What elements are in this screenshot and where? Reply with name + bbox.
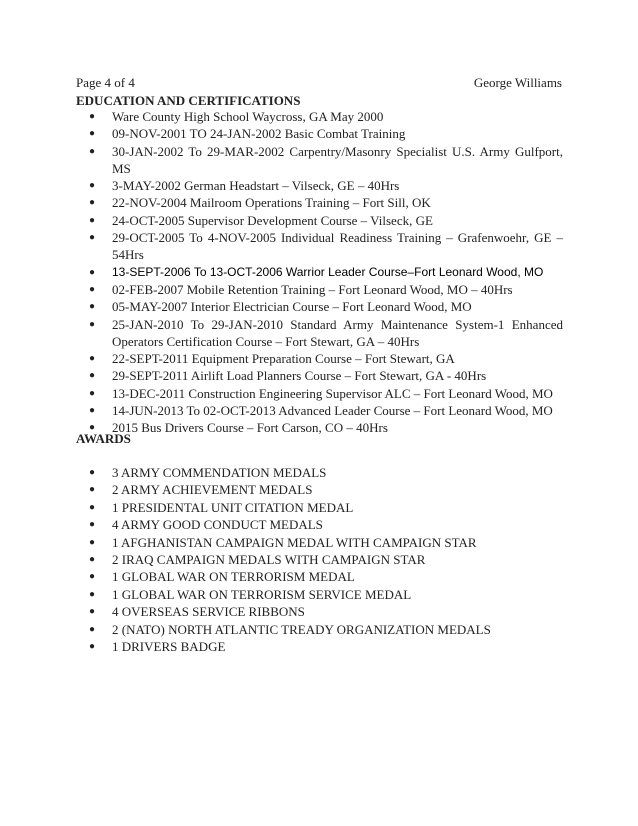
- list-item: [76, 385, 563, 402]
- education-item: 24-OCT-2005 Supervisor Development Course – Vilseck, GE: [112, 212, 433, 228]
- award-item: 2 IRAQ CAMPAIGN MEDALS WITH CAMPAIGN STAR: [112, 552, 426, 568]
- list-item: [76, 143, 563, 178]
- list-item: [76, 534, 563, 551]
- bullet-icon: ●: [89, 145, 96, 157]
- bullet-icon: ●: [89, 232, 96, 244]
- bullet-icon: ●: [89, 588, 96, 600]
- list-item: [76, 298, 563, 315]
- list-item: [76, 108, 563, 125]
- list-item: [76, 499, 563, 516]
- list-item: [76, 419, 563, 436]
- list-item: [76, 194, 563, 211]
- education-list: [76, 108, 563, 437]
- award-item: 1 GLOBAL WAR ON TERRORISM SERVICE MEDAL: [112, 586, 412, 602]
- education-item: 2015 Bus Drivers Course – Fort Carson, CO – 40Hrs: [112, 420, 388, 436]
- education-item: 09-NOV-2001 TO 24-JAN-2002 Basic Combat Training: [112, 126, 406, 142]
- award-item: 1 PRESIDENTAL UNIT CITATION MEDAL: [112, 499, 354, 515]
- awards-heading: AWARDS: [76, 431, 131, 446]
- bullet-icon: ●: [89, 370, 96, 382]
- education-item: 22-NOV-2004 Mailroom Operations Training – Fort Sill, OK: [112, 195, 431, 211]
- bullet-icon: ●: [89, 111, 96, 122]
- bullet-icon: ●: [89, 606, 96, 618]
- education-item: 29-OCT-2005 To 4-NOV-2005 Individual Readiness Training – Grafenwoehr, GE – 54Hrs: [112, 230, 563, 263]
- bullet-icon: ●: [89, 467, 96, 478]
- list-item: [76, 464, 563, 481]
- education-item: 29-SEPT-2011 Airlift Load Planners Course – Fort Stewart, GA - 40Hrs: [112, 368, 487, 384]
- list-item: [76, 212, 563, 229]
- list-item: [76, 481, 563, 498]
- bullet-icon: ●: [89, 484, 96, 496]
- education-item: Ware County High School Waycross, GA May 2000: [112, 109, 384, 124]
- award-item: 1 AFGHANISTAN CAMPAIGN MEDAL WITH CAMPAIGN STAR: [112, 534, 477, 550]
- award-item: 4 ARMY GOOD CONDUCT MEDALS: [112, 517, 323, 533]
- list-item: [76, 367, 563, 384]
- bullet-icon: ●: [89, 422, 96, 434]
- education-item: 05-MAY-2007 Interior Electrician Course – Fort Leonard Wood, MO: [112, 299, 472, 315]
- bullet-icon: ●: [89, 571, 96, 583]
- bullet-icon: ●: [89, 266, 96, 278]
- list-item: [76, 402, 563, 419]
- education-item: 25-JAN-2010 To 29-JAN-2010 Standard Army Maintenance System-1 Enhanced Operators Certification Course – Fort Stewart, GA – 40Hrs: [112, 316, 563, 349]
- award-item: 1 GLOBAL WAR ON TERRORISM MEDAL: [112, 569, 355, 585]
- list-item: [76, 316, 563, 351]
- education-item: 13-DEC-2011 Construction Engineering Supervisor ALC – Fort Leonard Wood, MO: [112, 385, 553, 401]
- award-item: 1 DRIVERS BADGE: [112, 639, 226, 655]
- bullet-icon: ●: [89, 554, 96, 566]
- education-item: 02-FEB-2007 Mobile Retention Training – Fort Leonard Wood, MO – 40Hrs: [112, 281, 513, 297]
- bullet-icon: ●: [89, 536, 96, 548]
- author-name: George Williams: [473, 75, 562, 90]
- list-item: [76, 281, 563, 298]
- award-item: 2 (NATO) NORTH ATLANTIC TREADY ORGANIZATION MEDALS: [112, 621, 491, 637]
- page-number: Page 4 of 4: [76, 75, 135, 90]
- bullet-icon: ●: [89, 501, 96, 513]
- award-item: 2 ARMY ACHIEVEMENT MEDALS: [112, 482, 313, 498]
- list-item: [76, 229, 563, 264]
- list-item: [76, 264, 563, 281]
- list-item: [76, 568, 563, 585]
- list-item: [76, 125, 563, 142]
- bullet-icon: ●: [89, 353, 96, 365]
- bullet-icon: ●: [89, 519, 96, 531]
- list-item: [76, 603, 563, 620]
- education-item: 22-SEPT-2011 Equipment Preparation Course – Fort Stewart, GA: [112, 351, 455, 367]
- bullet-icon: ●: [89, 180, 96, 192]
- bullet-icon: ●: [89, 301, 96, 313]
- award-item: 3 ARMY COMMENDATION MEDALS: [112, 465, 327, 480]
- bullet-icon: ●: [89, 128, 96, 140]
- education-item: 13-SEPT-2006 To 13-OCT-2006 Warrior Leader Course–Fort Leonard Wood, MO: [112, 264, 544, 279]
- education-item: 14-JUN-2013 To 02-OCT-2013 Advanced Leader Course – Fort Leonard Wood, MO: [112, 403, 553, 419]
- bullet-icon: ●: [89, 641, 96, 653]
- bullet-icon: ●: [89, 214, 96, 226]
- list-item: [76, 586, 563, 603]
- bullet-icon: ●: [89, 318, 96, 330]
- bullet-icon: ●: [89, 387, 96, 399]
- list-item: [76, 621, 563, 638]
- awards-list: [76, 464, 563, 655]
- education-item: 30-JAN-2002 To 29-MAR-2002 Carpentry/Masonry Specialist U.S. Army Gulfport, MS: [112, 143, 563, 176]
- list-item: [76, 177, 563, 194]
- list-item: [76, 516, 563, 533]
- list-item: [76, 350, 563, 367]
- list-item: [76, 551, 563, 568]
- bullet-icon: ●: [89, 623, 96, 635]
- bullet-icon: ●: [89, 283, 96, 295]
- bullet-icon: ●: [89, 197, 96, 209]
- education-heading: EDUCATION AND CERTIFICATIONS: [76, 93, 301, 108]
- list-item: [76, 638, 563, 655]
- bullet-icon: ●: [89, 405, 96, 417]
- award-item: 4 OVERSEAS SERVICE RIBBONS: [112, 604, 305, 620]
- education-item: 3-MAY-2002 German Headstart – Vilseck, GE – 40Hrs: [112, 178, 400, 194]
